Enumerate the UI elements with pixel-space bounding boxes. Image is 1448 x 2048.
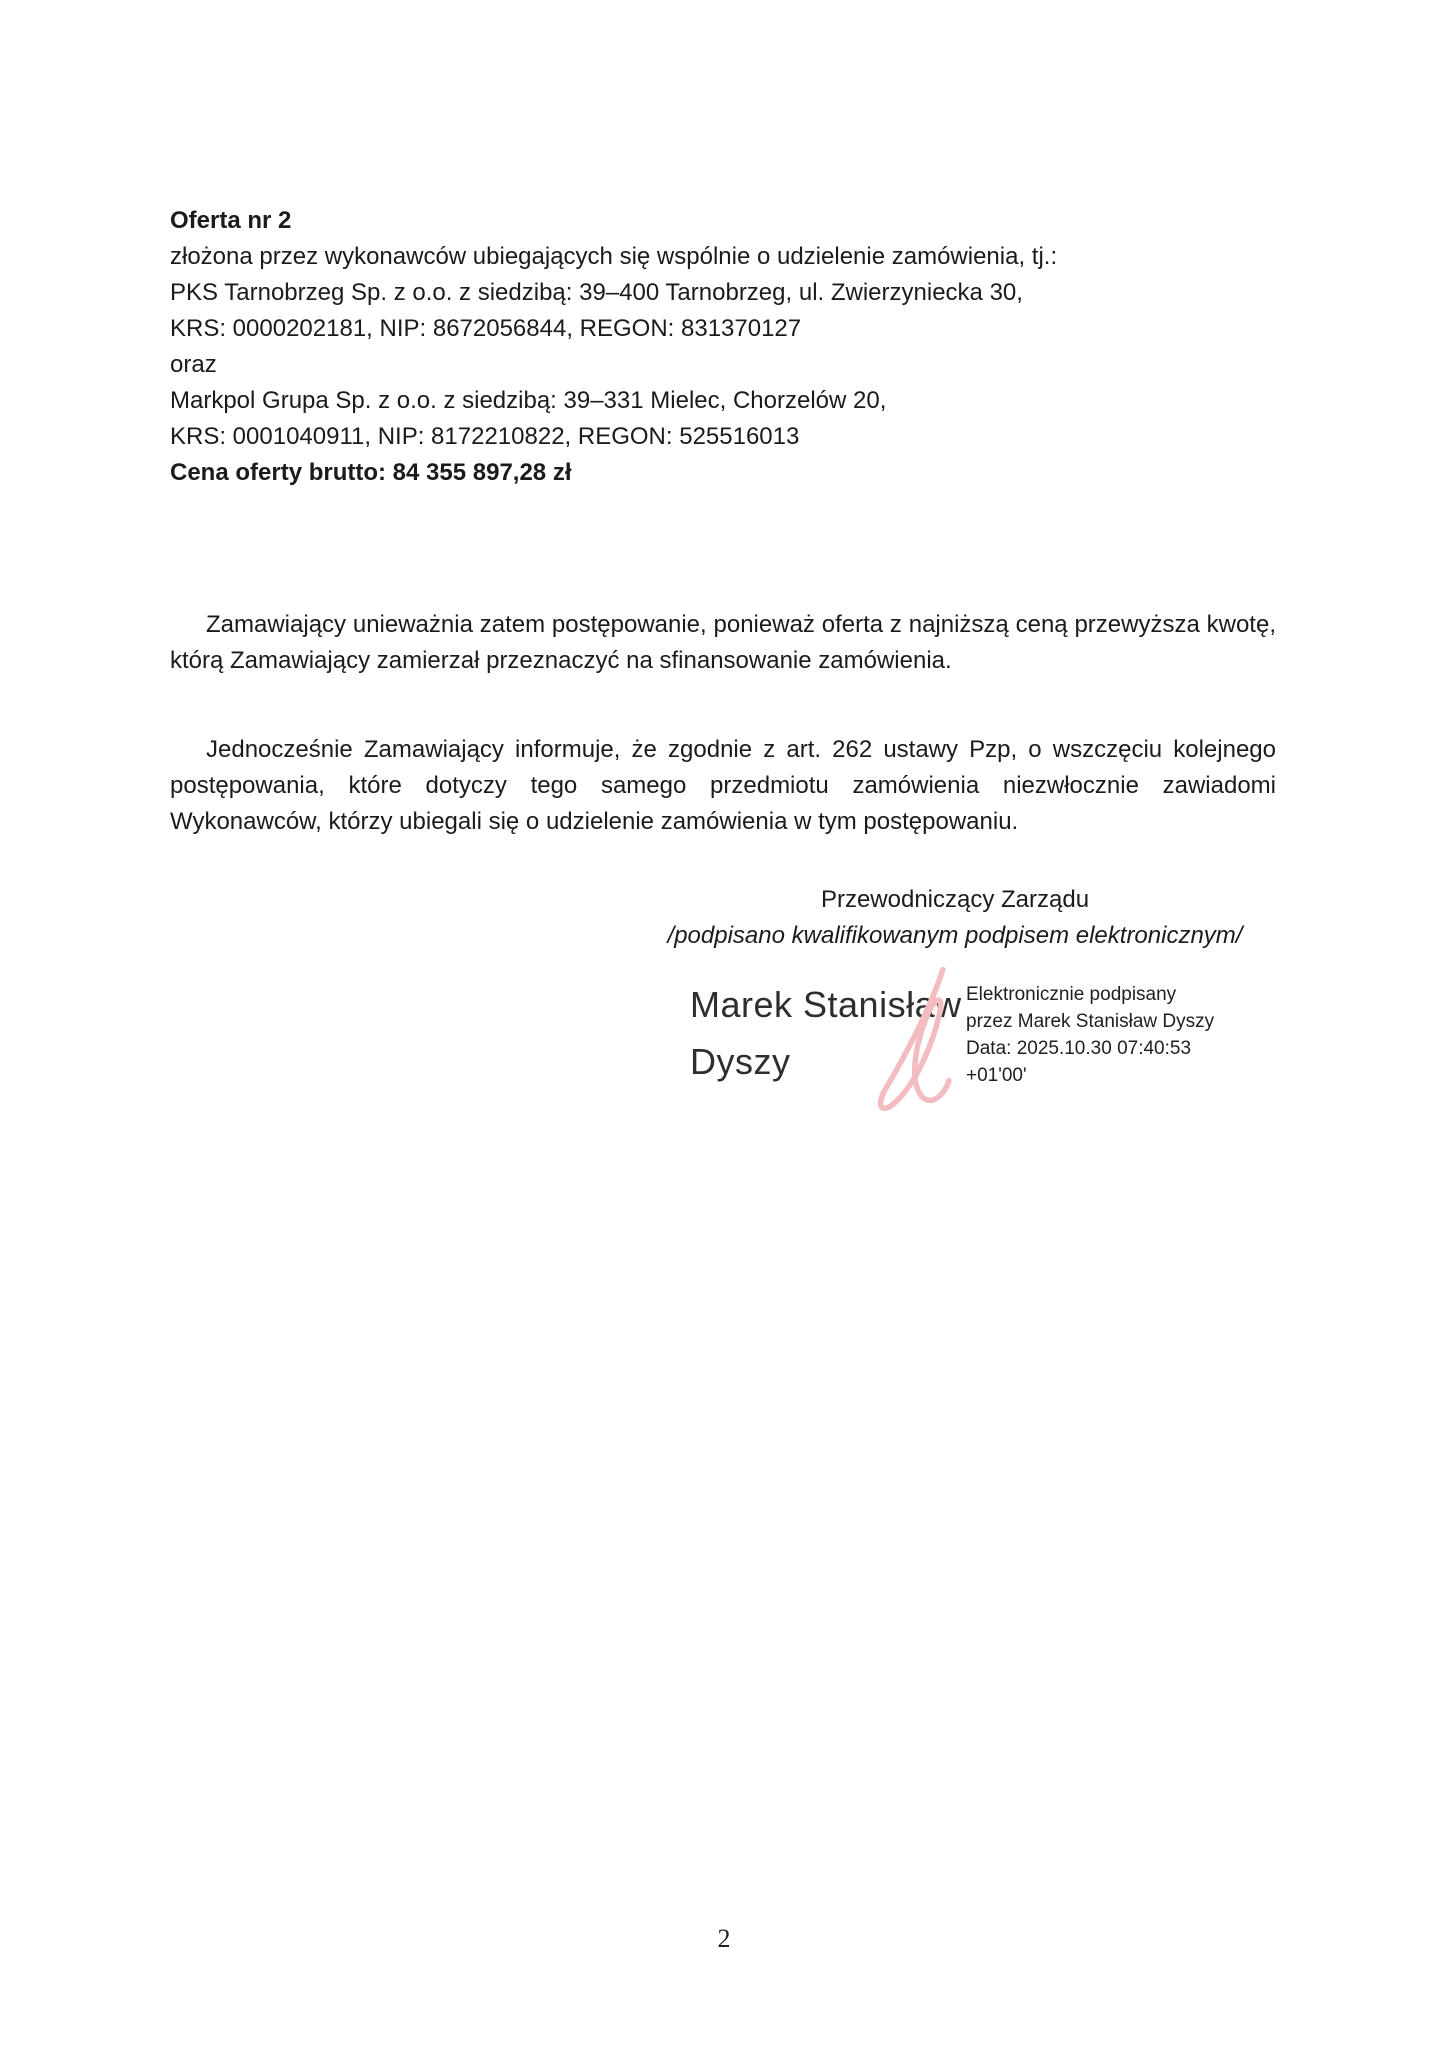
offer-title: Oferta nr 2: [170, 207, 292, 234]
paragraph-next-procedure-notice: Jednocześnie Zamawiający informuje, że zgodnie z art. 262 ustawy Pzp, o wszczęciu kolejnego postępowania, które dotyczy tego samego przedmiotu zamówienia niezwłocznie zawiadomi Wykonawców, którzy ubiegali się o udzielenie zamówienia w tym postępowaniu.: [170, 736, 1276, 835]
signer-role: Przewodniczący Zarządu: [820, 886, 1090, 913]
offer-gross-price-line: Cena oferty brutto: 84 355 897,28 zł: [170, 459, 572, 486]
offer-details-block: [170, 203, 1057, 491]
paragraph-cancellation: Zamawiający unieważnia zatem postępowanie, ponieważ oferta z najniższą ceną przewyższa kwotę, którą Zamawiający zamierzał przeznaczyć na sfinansowanie zamówienia.: [170, 611, 1276, 674]
company2-address-line: Markpol Grupa Sp. z o.o. z siedzibą: 39–331 Mielec, Chorzelów 20,: [170, 387, 887, 414]
company2-registry-line: KRS: 0001040911, NIP: 8172210822, REGON: 525516013: [170, 423, 800, 450]
company1-registry-line: KRS: 0000202181, NIP: 8672056844, REGON: 831370127: [170, 315, 802, 342]
qualified-signature-note: /podpisano kwalifikowanym podpisem elektronicznym/: [667, 922, 1243, 949]
offer-intro-line: złożona przez wykonawców ubiegających się wspólnie o udzielenie zamówienia, tj.:: [170, 243, 1058, 270]
stamp-line-4: +01'00': [966, 1065, 1027, 1086]
company1-address-line: PKS Tarnobrzeg Sp. z o.o. z siedzibą: 39–400 Tarnobrzeg, ul. Zwierzyniecka 30,: [170, 279, 1023, 306]
page-number: 2: [717, 1924, 731, 1953]
signature-header: [625, 882, 1285, 954]
connector-line: oraz: [170, 351, 217, 378]
stamp-line-2: przez Marek Stanisław Dyszy: [966, 1011, 1215, 1032]
stamp-line-1: Elektronicznie podpisany: [966, 984, 1177, 1005]
signer-name: Marek Stanisław Dyszy: [690, 984, 962, 1082]
stamp-line-3: Data: 2025.10.30 07:40:53: [966, 1038, 1192, 1059]
electronic-signature-stamp: [966, 981, 1256, 1089]
